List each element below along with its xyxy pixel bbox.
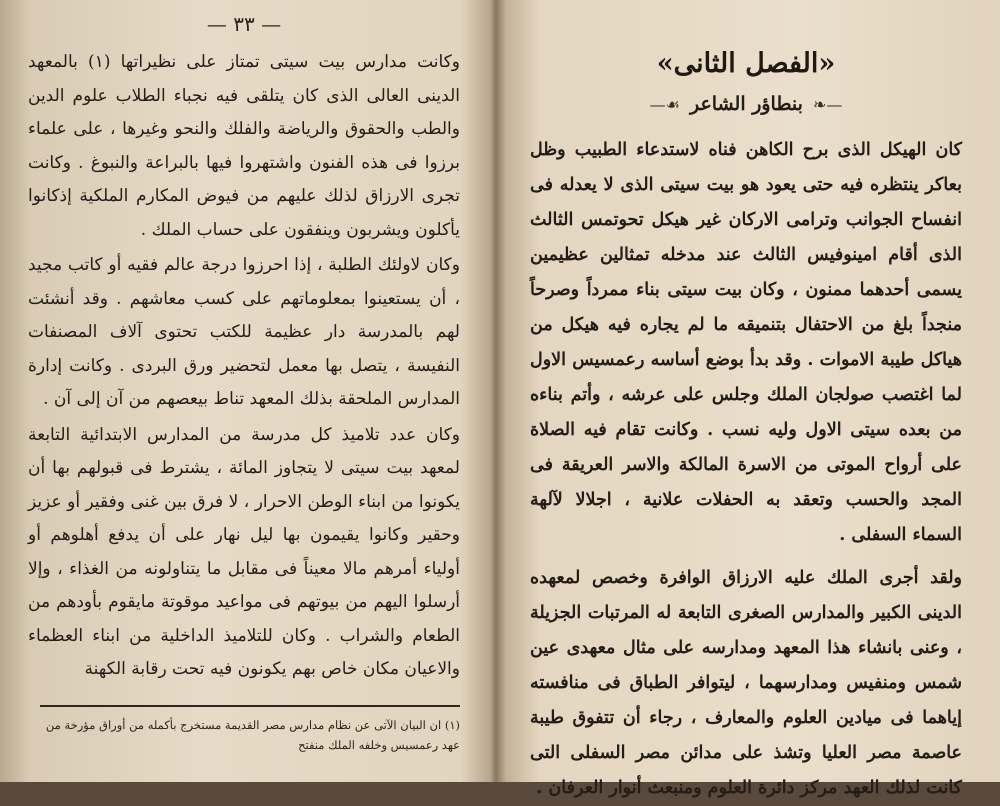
footnote-divider [40, 705, 460, 707]
chapter-title: «الفصل الثانى» [656, 48, 836, 79]
paragraph: كان الهيكل الذى برح الكاهن فناه لاستدعاء الطبيب وظل بعاكر ينتظره فيه حتى يعود هو بيت سيتى الذى لا يعدله فى انفساح الجوانب وترامى الاركان غير هيكل تحوتمس الثالث الذى أقام امينوفيس الثالث عند مدخله تمثالين عظيمين يسمى أحدهما ممنون ، وكان بيت سيتى بناء ممرداً وصرحاً منجداً بلغ من الاحتفال بتنميقه ما لم يجاره فيه هيكل من هياكل طيبة الاموات . وقد بدأ بوضع أساسه رعمسيس الاول لما اغتصب صولجان الملك وجلس على عرشه ، وأتم بناءه من بعده سيتى الاول وليه نسب . وكانت تقام فيه الصلاة على أرواح الموتى من الاسرة المالكة والاسر العريقة فى المجد والحسب وتعقد به الحفلات علانية ، اجلالا لآلهة السماء السفلى . [530, 140, 962, 545]
ornament-icon: —☙ [649, 94, 680, 114]
footnote: (١) ان البيان الآتى عن نظام مدارس مصر القديمة مستخرج بأكمله من أوراق مؤرخة من عهد رعمسيس وخلفه الملك منفتح [45, 717, 460, 752]
paragraph: ولقد أجرى الملك عليه الارزاق الوافرة وخصص لمعهده الدينى الكبير والمدارس الصغرى التابعة له المرتبات الجزيلة ، وعنى بانشاء هذا المعهد ومدارسه على مثال معهدى عين شمس ومنفيس ومدارسهما ، ليتوافر الطباق فى منافسته إياهما فى ميادين العلوم والمعارف ، رجاء أن تتفوق طيبة عاصمة مصر العليا وتشذ على مدائن مصر السفلى التى كانت لذلك العهد مركز دائرة العلوم ومنبعث أنوار العرفان . [530, 568, 962, 798]
paragraph: وكان عدد تلاميذ كل مدرسة من المدارس الابتدائية التابعة لمعهد بيت سيتى لا يتجاوز المائة ، يشترط فى قبولهم بها أن يكونوا من ابناء الوطن الاحرار ، لا فرق بين غنى وفقير أو عزيز وحقير وكانوا يقيمون بها ليل نهار على أن يدفع أهلوهم أو أولياء أمرهم مالا معيناً فى مقابل ما يتناولونه من الغذاء ، وإلا أرسلوا اليهم من بيوتهم فى مواعيد موقوتة مايقوم بأودهم من الطعام والشراب . وكان للتلاميذ الداخلية من ابناء العظماء والاعيان مكان خاص بهم يكونون فيه تحت رقابة الكهنة [28, 424, 460, 679]
ornament-icon: ❧— [812, 94, 843, 114]
chapter-subtitle-text: بنطاؤر الشاعر [689, 93, 803, 115]
chapter-subtitle [530, 93, 962, 115]
page-number: — ٣٣ — [206, 12, 282, 36]
paragraph: وكانت مدارس بيت سيتى تمتاز على نظيراتها (١) بالمعهد الدينى العالى الذى كان يتلقى فيه نجباء الطلاب علوم الدين والطب والحقوق والرياضة والفلك والنحو وغيرها ، على علماء برزوا فى هذه الفنون واشتهروا فيها بالبراعة والنبوغ . وكانت تجرى الارزاق لذلك عليهم من فيوض المكارم الملكية إذكانوا يأكلون ويشربون وينفقون على حساب الملك . [28, 52, 461, 240]
right-page [500, 0, 1000, 798]
paragraph: وكان لاولئك الطلبة ، إذا احرزوا درجة عالم فقيه أو كاتب مجيد ، أن يستعينوا بمعلوماتهم على كسب معاشهم . وقد أنشئت لهم بالمدرسة دار عظيمة للكتب تحتوى آلاف المصنفات النفيسة ، يتصل بها معمل لتحضير ورق البردى . وكانت إدارة المدارس الملحقة بذلك المعهد تناط بيعصهم من آن إلى آن . [28, 255, 460, 409]
left-page [0, 0, 490, 782]
